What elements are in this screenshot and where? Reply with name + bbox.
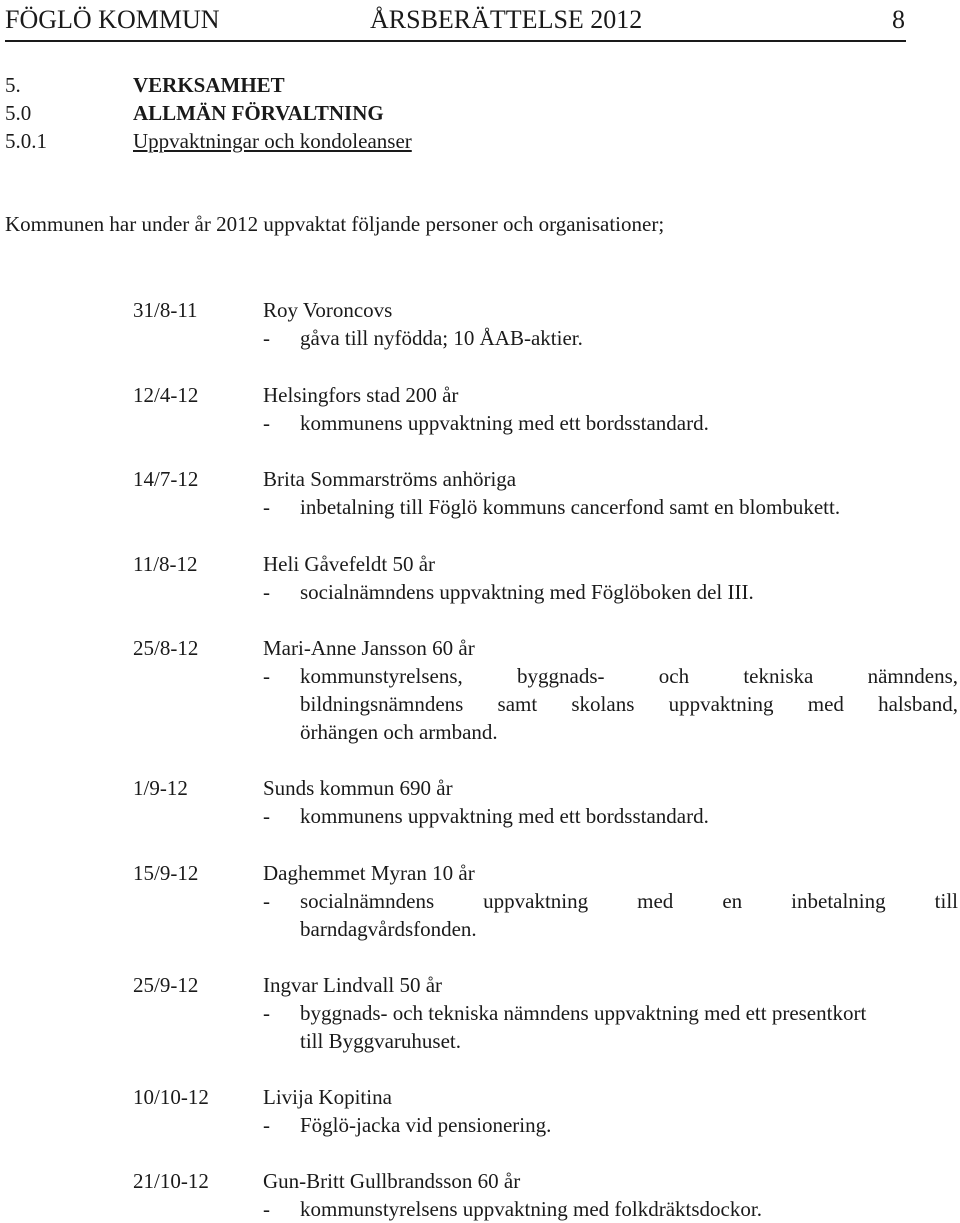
entry-date: 1/9-12 xyxy=(133,776,188,800)
entry-dash: - xyxy=(263,1113,270,1137)
section-number-3: 5.0.1 xyxy=(5,129,47,153)
entry-dash: - xyxy=(263,1197,270,1221)
entry-description: Föglö-jacka vid pensionering. xyxy=(300,1113,552,1137)
entry-dash: - xyxy=(263,411,270,435)
entry-name: Helsingfors stad 200 år xyxy=(263,383,459,407)
entry-dash: - xyxy=(263,804,270,828)
header-title: ÅRSBERÄTTELSE 2012 xyxy=(370,5,643,34)
entry-date: 11/8-12 xyxy=(133,552,198,576)
entry-description: inbetalning till Föglö kommuns cancerfond samt en blombukett. xyxy=(300,495,841,519)
header-org: FÖGLÖ KOMMUN xyxy=(5,5,220,34)
entry-date: 12/4-12 xyxy=(133,383,199,407)
entry-description: gåva till nyfödda; 10 ÅAB-aktier. xyxy=(300,326,583,350)
entry-name: Daghemmet Myran 10 år xyxy=(263,861,475,885)
section-title-2: ALLMÄN FÖRVALTNING xyxy=(133,101,384,125)
entry-date: 25/9-12 xyxy=(133,973,199,997)
entry-name: Roy Voroncovs xyxy=(263,298,393,322)
entry-dash: - xyxy=(263,664,270,688)
entry-name: Mari-Anne Jansson 60 år xyxy=(263,636,475,660)
header-rule xyxy=(5,40,906,42)
entry-description: till Byggvaruhuset. xyxy=(300,1029,461,1053)
entry-description: kommunens uppvaktning med ett bordsstandard. xyxy=(300,411,709,435)
section-title-3: Uppvaktningar och kondoleanser xyxy=(133,129,412,153)
section-title-1: VERKSAMHET xyxy=(133,73,285,97)
entry-date: 21/10-12 xyxy=(133,1169,209,1193)
entry-name: Gun-Britt Gullbrandsson 60 år xyxy=(263,1169,521,1193)
entry-date: 14/7-12 xyxy=(133,467,199,491)
entry-date: 25/8-12 xyxy=(133,636,199,660)
entry-description: socialnämndens uppvaktning med en inbetalning till xyxy=(300,889,958,913)
entry-date: 10/10-12 xyxy=(133,1085,209,1109)
entry-dash: - xyxy=(263,580,270,604)
intro-text: Kommunen har under år 2012 uppvaktat följande personer och organisationer; xyxy=(5,212,665,236)
entry-description: bildningsnämndens samt skolans uppvaktning med halsband, xyxy=(300,692,958,716)
entry-dash: - xyxy=(263,889,270,913)
entry-description: örhängen och armband. xyxy=(300,720,498,744)
entry-description: kommunstyrelsens uppvaktning med folkdräktsdockor. xyxy=(300,1197,762,1221)
entry-name: Livija Kopitina xyxy=(263,1085,392,1109)
entry-name: Ingvar Lindvall 50 år xyxy=(263,973,443,997)
entry-name: Heli Gåvefeldt 50 år xyxy=(263,552,436,576)
entry-date: 15/9-12 xyxy=(133,861,199,885)
entry-name: Brita Sommarströms anhöriga xyxy=(263,467,517,491)
entry-date: 31/8-11 xyxy=(133,298,198,322)
entry-dash: - xyxy=(263,1001,270,1025)
entry-description: kommunstyrelsens, byggnads- och tekniska nämndens, xyxy=(300,664,958,688)
entry-description: socialnämndens uppvaktning med Föglöboken del III. xyxy=(300,580,754,604)
entry-name: Sunds kommun 690 år xyxy=(263,776,453,800)
entry-description: barndagvårdsfonden. xyxy=(300,917,477,941)
section-number-2: 5.0 xyxy=(5,101,32,125)
entry-description: byggnads- och tekniska nämndens uppvaktning med ett presentkort xyxy=(300,1001,867,1025)
entry-dash: - xyxy=(263,326,270,350)
section-number-1: 5. xyxy=(5,73,21,97)
header-page-number: 8 xyxy=(892,5,905,34)
entry-description: kommunens uppvaktning med ett bordsstandard. xyxy=(300,804,709,828)
entry-dash: - xyxy=(263,495,270,519)
